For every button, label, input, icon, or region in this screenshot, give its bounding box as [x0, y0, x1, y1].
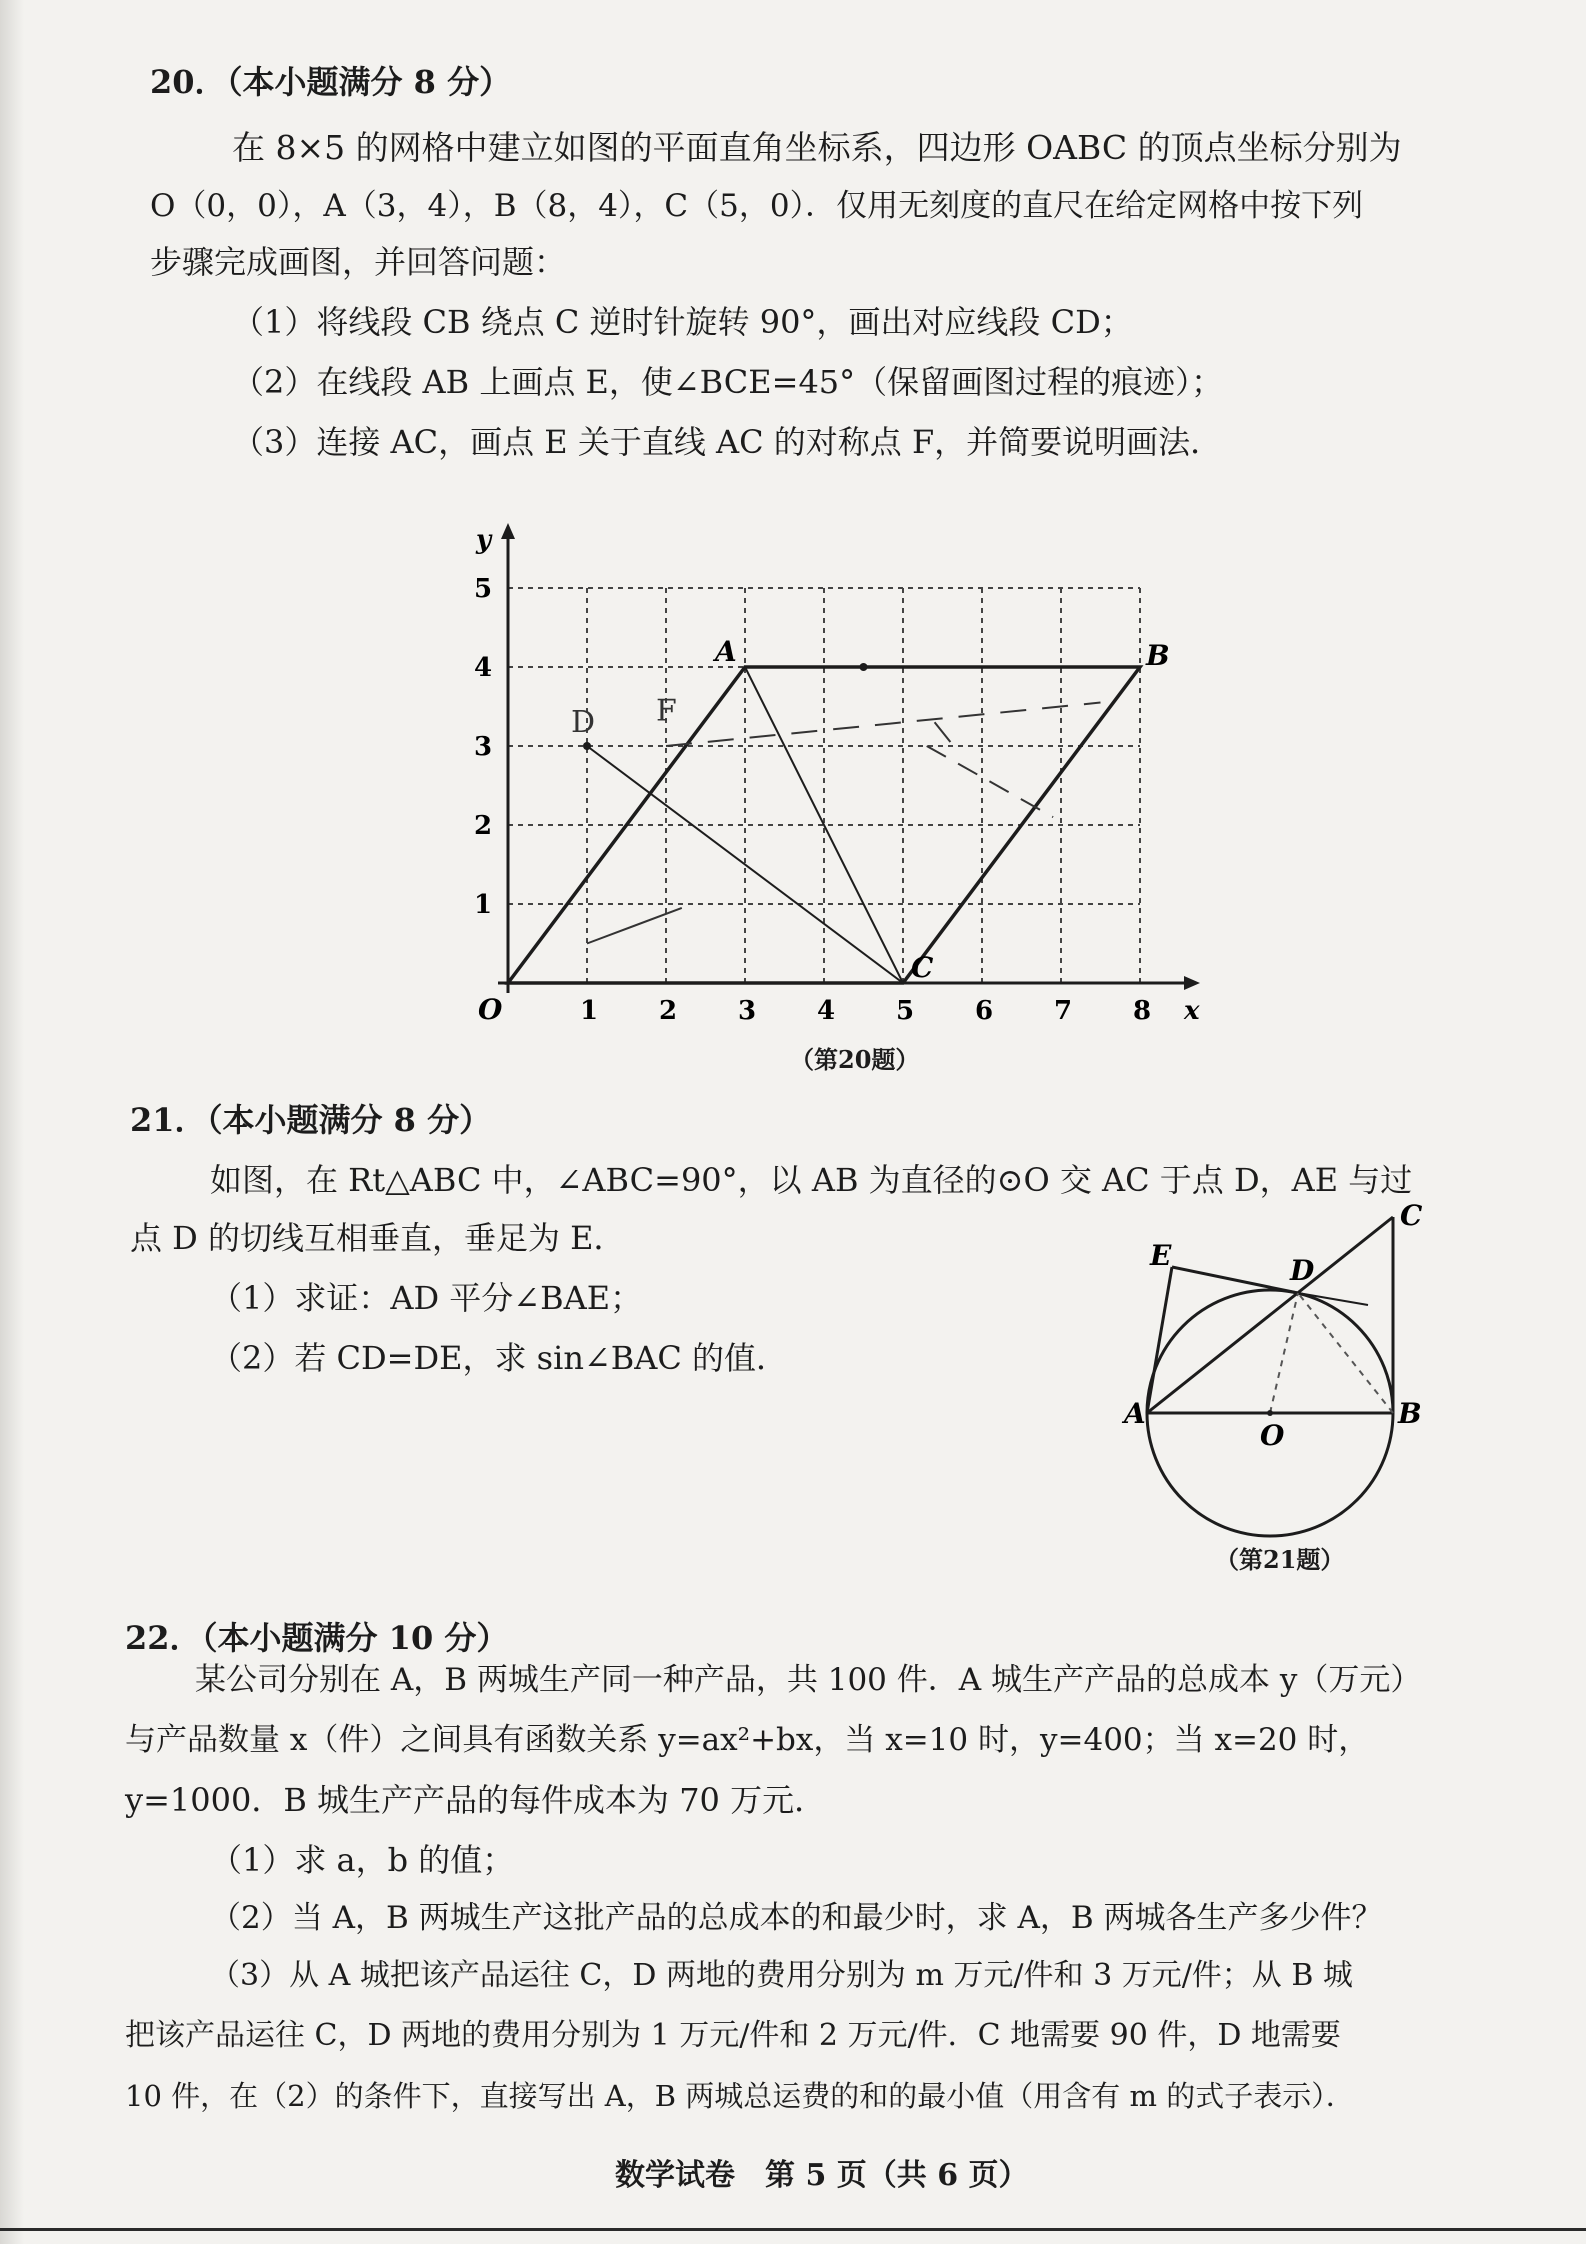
point-labels — [571, 635, 1170, 984]
q20-line1: 在 8×5 的网格中建立如图的平面直角坐标系，四边形 OABC 的顶点坐标分别为 — [232, 128, 1402, 167]
q20-item1: （1）将线段 CB 绕点 C 逆时针旋转 90°，画出对应线段 CD； — [232, 303, 1133, 341]
label-d: D — [1290, 1254, 1315, 1287]
segment-ae — [1147, 1267, 1172, 1413]
center-point — [1267, 1410, 1273, 1416]
q21-line2: 点 D 的切线互相垂直，垂足为 E． — [130, 1219, 626, 1257]
y-axis-arrow — [501, 523, 515, 539]
q20-item3: （3）连接 AC，画点 E 关于直线 AC 的对称点 F，并简要说明画法． — [232, 423, 1223, 461]
y-tick-label: 3 — [474, 732, 493, 762]
construction-mark — [935, 722, 951, 742]
q21-circle-figure — [1110, 1195, 1450, 1555]
x-axis-label: x — [1184, 996, 1200, 1026]
q20-header: 20．（本小题满分 8 分） — [150, 63, 512, 101]
y-tick-label: 1 — [474, 890, 493, 920]
x-tick-label: 1 — [580, 996, 599, 1026]
construction-line — [666, 703, 1101, 746]
label-b: B — [1398, 1397, 1422, 1430]
q22-item1: （1）求 a，b 的值； — [210, 1841, 515, 1879]
x-tick-label: 4 — [817, 996, 836, 1026]
q21-header: 21．（本小题满分 8 分） — [130, 1101, 492, 1139]
label-c: C — [1400, 1199, 1423, 1232]
q22-line1: 某公司分别在 A，B 两城生产同一种产品，共 100 件．A 城生产产品的总成本 y（万元） — [195, 1662, 1422, 1698]
x-axis-arrow — [1184, 976, 1200, 990]
label-b: B — [1146, 639, 1170, 672]
construction-mark — [587, 908, 682, 944]
hypotenuse-ac — [1147, 1217, 1393, 1413]
q21-line1: 如图，在 Rt△ABC 中，∠ABC=90°，以 AB 为直径的⊙O 交 AC 于点 D，AE 与过 — [210, 1161, 1413, 1199]
label-o: O — [1260, 1419, 1285, 1452]
point-e — [860, 663, 868, 671]
x-tick-label: 6 — [975, 996, 994, 1026]
label-a: A — [1124, 1397, 1146, 1430]
point-d — [583, 742, 591, 750]
q21-caption: （第21题） — [1215, 1545, 1345, 1574]
scan-shadow — [0, 0, 24, 2244]
q22-item2: （2）当 A，B 两城生产这批产品的总成本的和最少时，求 A，B 两城各生产多少件？ — [210, 1900, 1383, 1936]
x-tick-label: 8 — [1133, 996, 1152, 1026]
q20-line3: 步骤完成画图，并回答问题： — [150, 243, 567, 281]
q22-line2: 与产品数量 x（件）之间具有函数关系 y=ax²+bx，当 x=10 时，y=400；当 x=20 时， — [125, 1722, 1370, 1758]
tangent-extension — [1298, 1293, 1368, 1305]
handwritten-f: F — [656, 693, 677, 729]
label-e: E — [1150, 1239, 1172, 1272]
x-tick-label: 7 — [1054, 996, 1073, 1026]
handwritten-d: D — [571, 705, 596, 740]
tangent-ed — [1172, 1267, 1298, 1293]
origin-label: O — [478, 993, 503, 1026]
tick-labels — [474, 525, 1200, 1026]
q20-coordinate-graph — [440, 500, 1240, 1040]
q22-item3a: （3）从 A 城把该产品运往 C，D 两地的费用分别为 m 万元/件和 3 万元/件；从 B 城 — [210, 1958, 1353, 1993]
q20-caption: （第20题） — [790, 1045, 920, 1074]
q22-header: 22．（本小题满分 10 分） — [125, 1619, 509, 1657]
label-c: C — [911, 951, 934, 984]
construction-line — [927, 746, 1053, 817]
q22-line3: y=1000．B 城生产产品的每件成本为 70 万元． — [125, 1781, 827, 1819]
x-tick-label: 2 — [659, 996, 678, 1026]
y-axis-label: y — [476, 525, 492, 555]
x-tick-label: 3 — [738, 996, 757, 1026]
y-tick-label: 5 — [474, 574, 493, 604]
y-tick-label: 2 — [474, 811, 493, 841]
q21-item2: （2）若 CD=DE，求 sin∠BAC 的值． — [210, 1339, 789, 1377]
q20-item2: （2）在线段 AB 上画点 E，使∠BCE=45°（保留画图过程的痕迹）； — [232, 363, 1224, 401]
q22-item3c: 10 件，在（2）的条件下，直接写出 A，B 两城总运费的和的最小值（用含有 m 的式子表示）． — [125, 2079, 1355, 2113]
bottom-edge-line — [0, 2228, 1586, 2231]
q22-item3b: 把该产品运往 C，D 两地的费用分别为 1 万元/件和 2 万元/件．C 地需要 90 件，D 地需要 — [125, 2018, 1341, 2053]
y-tick-label: 4 — [474, 653, 493, 683]
q20-line2: O（0，0），A（3，4），B（8，4），C（5，0）．仅用无刻度的直尺在给定网格中按下列 — [150, 188, 1364, 224]
x-tick-label: 5 — [896, 996, 915, 1026]
q21-item1: （1）求证：AD 平分∠BAE； — [210, 1279, 643, 1317]
label-a: A — [715, 635, 737, 668]
page-footer: 数学试卷 第 5 页（共 6 页） — [615, 2158, 1029, 2193]
